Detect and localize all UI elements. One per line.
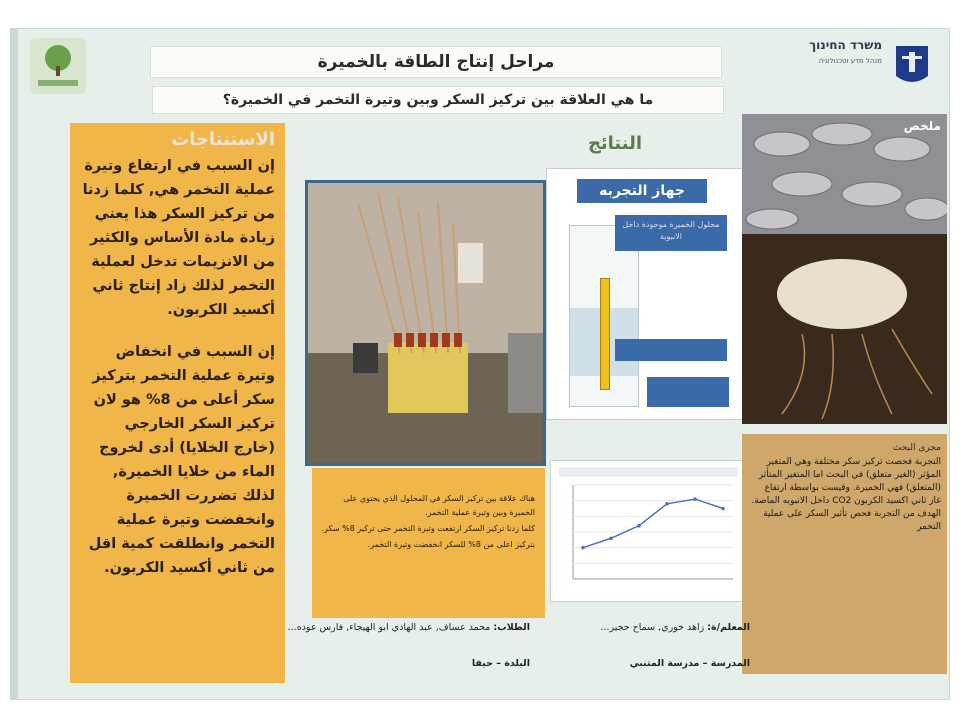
ministry-subtitle: מנהל מדע וטכנולוגיה bbox=[818, 57, 882, 65]
right-column bbox=[742, 114, 947, 674]
apparatus-title: جهاز التجربه bbox=[577, 179, 707, 203]
ministry-header bbox=[722, 38, 882, 66]
series-line bbox=[583, 499, 723, 548]
conclusions-panel bbox=[70, 123, 285, 683]
ministry-name: משרד החינוך bbox=[809, 38, 882, 52]
apparatus-label-3 bbox=[647, 377, 729, 407]
apparatus-label-2 bbox=[615, 339, 727, 361]
summary-item-2: كلما زدنا تركيز السكر ارتفعت وتيرة التخمر حتى تركيز 8% سكر. bbox=[321, 524, 535, 533]
summary-item-3: بتركيز اعلى من 8% للسكر انخفضت وتيرة التخمر. bbox=[367, 540, 535, 549]
yeast-microscope-photo bbox=[742, 114, 947, 234]
apparatus-label-1: محلول الخميرة موجودة داخل الانبوبة bbox=[615, 215, 727, 251]
ministry-emblem-icon bbox=[892, 42, 932, 90]
teacher-names: زاهد خوري, سماح حجير... bbox=[600, 622, 705, 633]
test-tube bbox=[600, 278, 610, 390]
results-chart bbox=[550, 460, 747, 602]
chart-title-bar bbox=[559, 467, 738, 477]
data-point bbox=[581, 546, 585, 550]
chart-svg bbox=[551, 461, 746, 601]
student-names: محمد عساف, عبد الهادي ابو الهيجاء, فارس عوده... bbox=[287, 622, 491, 633]
data-point bbox=[665, 502, 669, 506]
experiment-process-panel bbox=[742, 434, 947, 674]
school-name: المدرسة – مدرسة المتنبي bbox=[629, 658, 750, 669]
conclusion-paragraph-2: إن السبب في انخفاض وتيرة عملية التخمر بتركيز سكر أعلى من 8% هو لان تركيز السكر الخارجي (خارج الخلايا) أدى لخروج الماء من خلايا الخميرة, لذلك تضررت الخميرة وانخفضت وتيرة عملية التخمر وانطلقت كمية اقل من ثاني أكسيد الكربون. bbox=[88, 344, 275, 576]
research-question: ما هي العلاقة بين تركيز السكر وبين وتيرة التخمر في الخميرة؟ bbox=[152, 86, 724, 114]
beaker-illustration bbox=[569, 225, 639, 407]
apparatus-diagram bbox=[546, 168, 743, 420]
students-label: الطلاب: bbox=[493, 622, 530, 633]
poster-edge bbox=[10, 28, 18, 700]
tree-logo-icon bbox=[28, 36, 88, 96]
summary-panel-title: ملخص bbox=[903, 119, 941, 133]
data-point bbox=[721, 507, 725, 511]
process-text: التجربة فحصت تركيز سكر مختلفة وهي المتغير المؤثر (الغير متعلق) في البحث اما المتغير المتأثر (المتعلق) فهي الخميرة. وقيست بواسطة ارتفاع غاز ثاني اكسيد الكربون CO2 داخل الانبوبه الماصة. الهدف من التجربة فحص تأثير السكر على عملية التخمر bbox=[751, 457, 941, 532]
yeast-bread-photo bbox=[742, 234, 947, 424]
poster-title: مراحل إنتاج الطاقة بالخميرة bbox=[150, 46, 722, 78]
data-point bbox=[693, 497, 697, 501]
results-summary bbox=[312, 468, 545, 618]
poster bbox=[10, 28, 950, 700]
data-point bbox=[637, 524, 641, 528]
process-title: مجرى البحث bbox=[892, 443, 941, 453]
teacher-label: المعلم/ة: bbox=[707, 622, 750, 633]
experiment-photo bbox=[305, 180, 546, 466]
credits-block bbox=[287, 618, 750, 678]
results-heading: النتائج bbox=[587, 133, 643, 154]
conclusions-heading: الاستنتاجات bbox=[171, 129, 275, 150]
conclusion-paragraph-1: إن السبب في ارتفاع وتيرة عملية التخمر هي, كلما زدنا من تركيز السكر هذا يعني زيادة مادة الأساس والكثير من الانزيمات تدخل لعملية التخمر لذلك زاد إنتاج ثاني أكسيد الكربون. bbox=[82, 158, 275, 318]
data-point bbox=[609, 536, 613, 540]
town-name: البلدة – حيفا bbox=[471, 658, 530, 669]
summary-item-1: هناك علاقة بين تركيز السكر في المحلول الذي يحتوي على الخميرة وبين وتيرة عملية التخمر. bbox=[343, 494, 535, 517]
